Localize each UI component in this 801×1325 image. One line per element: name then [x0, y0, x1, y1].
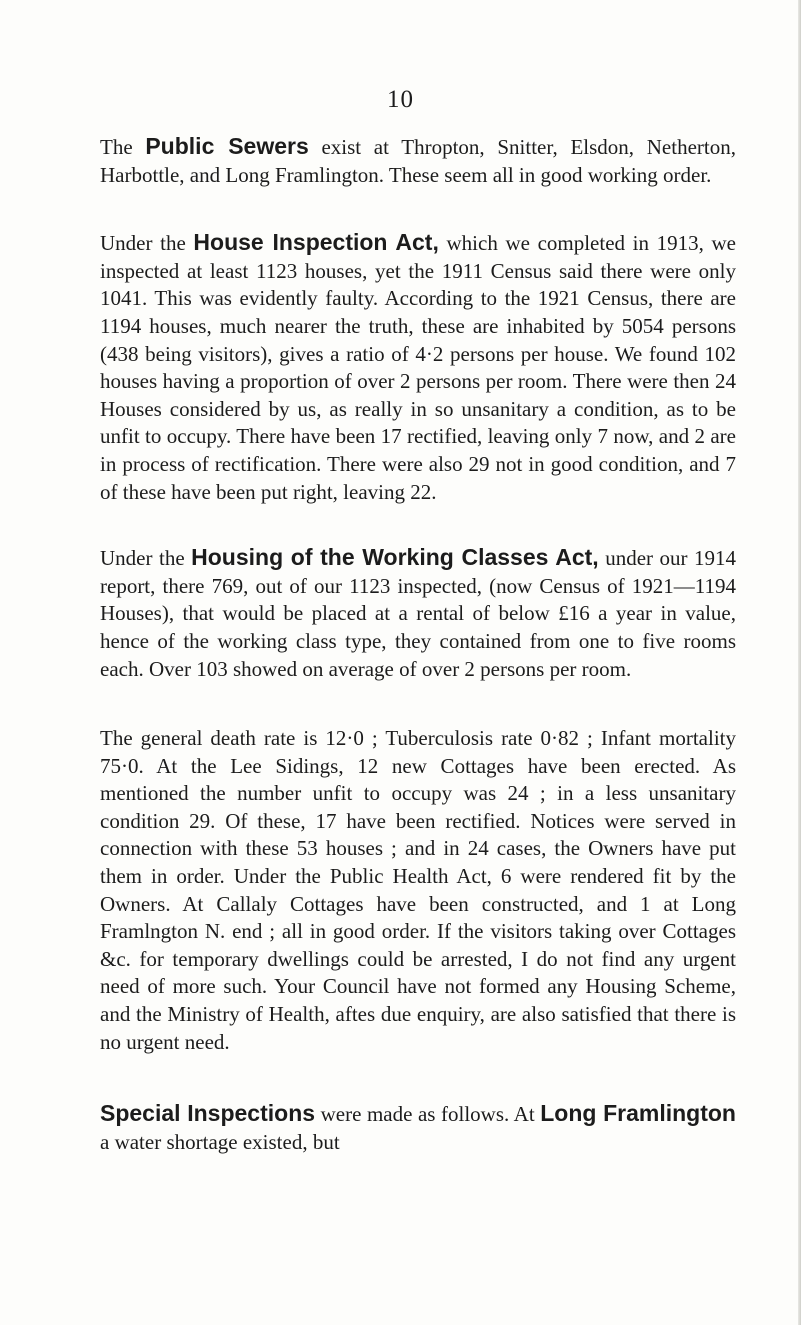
section-heading-public-sewers: Public Sewers — [145, 133, 309, 159]
text-run: were made as follows. At — [315, 1102, 541, 1127]
page-number: 10 — [387, 86, 414, 113]
paragraph-house-inspection — [100, 229, 736, 506]
section-heading-housing-working-classes-act: Housing of the Working Classes Act, — [191, 544, 599, 571]
text-run: exist at Thropton, Snitter, Elsdon, Netherton, Harbottle, and Long Framlington. These seem all in good working order. — [100, 135, 736, 187]
text-run: The — [100, 135, 146, 159]
document-body — [100, 133, 736, 1156]
paragraph-public-sewers — [100, 133, 736, 189]
paragraph-special-inspections — [100, 1100, 736, 1156]
section-heading-long-framlington: Long Framlington — [540, 1100, 736, 1127]
section-heading-special-inspections: Special Inspections — [100, 1100, 316, 1127]
text-run: a water shortage existed, but — [100, 1129, 340, 1154]
section-heading-house-inspection-act: House Inspection Act, — [193, 229, 439, 256]
text-run: under our 1914 report, there 769, out of our 1123 inspected, (now Census of 1921—1194 Houses), that would be placed at a rental of below £16 a year in value, hence of the working class type, they contained from one to five rooms each. Over 103 showed on average of over 2 persons per room. — [100, 546, 736, 681]
paragraph-housing-working-classes — [100, 544, 736, 683]
paragraph-death-rate: The general death rate is 12·0 ; Tuberculosis rate 0·82 ; Infant mortality 75·0. At the Lee Sidings, 12 new Cottages have been erected. As mentioned the number unfit to occupy was 24 ; in a less unsanitary condition 29. Of these, 17 have been rectified. Notices were served in connection with these 53 houses ; and in 24 cases, the Owners have put them in order. Under the Public Health Act, 6 were rendered fit by the Owners. At Callaly Cottages have been constructed, and 1 at Long Framlngton N. end ; all in good order. If the visitors taking over Cottages &c. for temporary dwellings could be arrested, I do not find any urgent need of more such. Your Council have not formed any Housing Scheme, and the Ministry of Health, aftes due enquiry, are also satisfied that there is no urgent need. — [100, 726, 736, 1054]
text-run: Under the — [100, 546, 192, 571]
text-run: Under the — [100, 231, 194, 256]
text-run: which we completed in 1913, we inspected at least 1123 houses, yet the 1911 Census said there were only 1041. This was evidently faulty. According to the 1921 Census, there are 1194 houses, much nearer the truth, these are inhabited by 5054 persons (438 being visitors), gives a ratio of 4·2 persons per house. We found 102 houses having a proportion of over 2 persons per room. There were then 24 Houses considered by us, as really in so unsanitary a condition, as to be unfit to occupy. There have been 17 rectified, leaving only 7 now, and 2 are in process of rectification. There were also 29 not in good condition, and 7 of these have been put right, leaving 22. — [100, 231, 736, 504]
